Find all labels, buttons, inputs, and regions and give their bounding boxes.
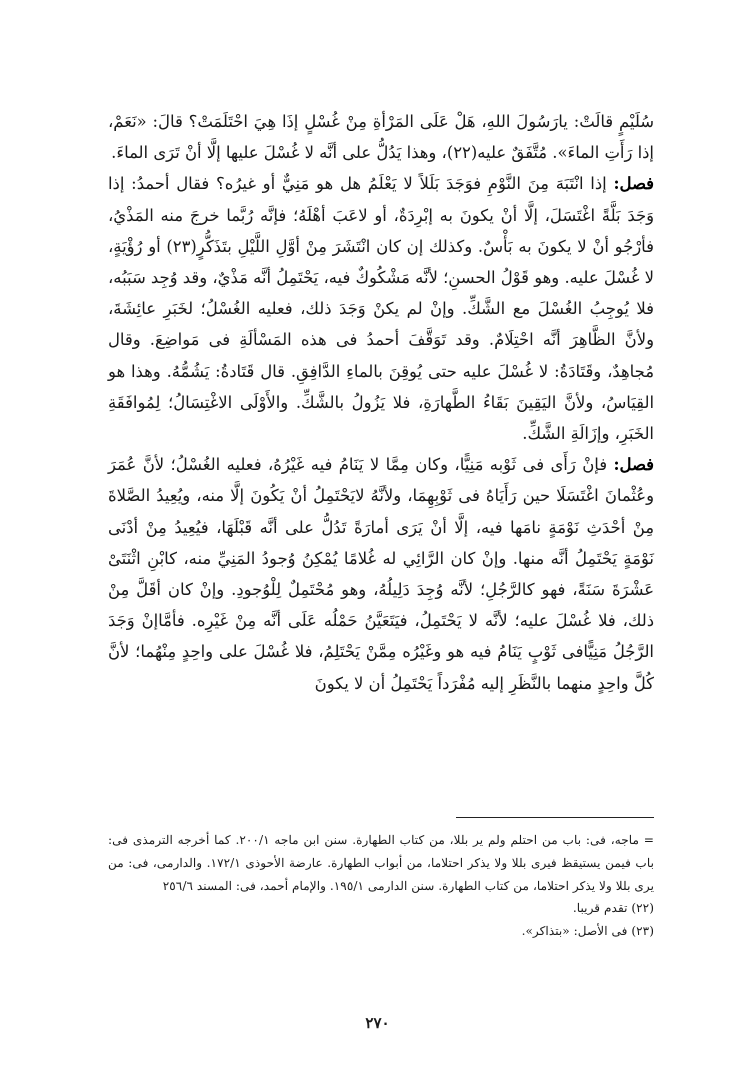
paragraph-text: سُلَيْمٍ قالَتْ: يارَسُولَ اللهِ، هَلْ عَلَى المَرْأةِ مِنْ غُسْلٍ إذَا هِيَ احْتَلَمَتْ؟ قالَ: «نَعَمْ، إذا رَأَتِ الماءَ». مُتَّفَقٌ عليه(٢٢)، وهذا يَدُلُّ على أنَّه لا غُسْلَ عليها إلَّا أنْ تَرَى الماءَ. — [108, 112, 654, 163]
paragraph-text: فإنْ رَأَى فى ثَوْبه مَنِيًّا، وكان مِمَّا لا يَنَامُ فيه غَيْرُهُ، فعليه الغُسْلُ؛ لأنَّ عُمَرَ وعُثْمانَ اغْتَسَلَا حين رَأَيَاهُ فى ثَوْبِهِمَا، ولأنَّهُ لايَحْتَمِلُ أنْ يَكُونَ إلَّا منه، ويُعِيدُ الصَّلاةَ مِنْ أحْدَثِ نَوْمَةٍ نامَها فيه، إلَّا أنْ يَرَى أمارَةً تَدُلُّ على أنَّه قَبْلَهَا، فيُعِيدُ مِنْ أدْنَى نَوْمَةٍ يَحْتَمِلُ أنَّه منها. وإنْ كان الرَّائِي له غُلامًا يُمْكِنُ وُجودُ المَنِيِّ منه، كابْنِ اثْنَتَىْ عَشْرَةَ سَنَةً، فهو كالرَّجُلِ؛ لأنَّه وُجِدَ دَلِيلُهُ، وهو مُحْتَمِلٌ لِلْوُجودِ. وإنْ كان أقَلَّ مِنْ ذلك، فلا غُسْلَ عليه؛ لأنَّه لا يَحْتَمِلُ، فيَتَعَيَّنُ حَمْلُه عَلَى أنَّه مِنْ غَيْرِه. فأمَّاإنْ وَجَدَ الرَّجُلُ مَنِيًّافى ثَوْبٍ يَنَامُ فيه هو وغَيْرُه مِمَّنْ يَحْتَلِمُ، فلا غُسْلَ على واحِدٍ مِنْهُما؛ لأنَّ كُلَّ واحِدٍ منهما بالنَّظَرِ إليه مُفْرَداً يَحْتَمِلُ أن لا يكونَ — [108, 455, 654, 693]
section-label: فصل: — [613, 174, 654, 194]
footnote-22: (٢٢) تقدم قريبا. — [572, 901, 654, 916]
page-number: ٢٧٠ — [365, 1014, 390, 1032]
main-text — [108, 106, 654, 699]
footnote-continuation: = ماجه، فى: باب من احتلم ولم ير بللا، من كتاب الطهارة. سنن ابن ماجه ٢٠٠/١. كما أخرجه الترمذى فى: باب فيمن يستيقظ فيرى بللا ولا يذكر احتلاما، من أبواب الطهارة. عارضة الأحوذى ١٧٢/١. والدارمى، فى: من يرى بللا ولا يذكر احتلاما، من كتاب الطهارة. سنن الدارمى ١٩٥/١. والإمام أحمد، فى: المسند ٢٥٦/٦ — [108, 833, 655, 893]
section-label: فصل: — [613, 455, 654, 475]
paragraph-1 — [108, 106, 654, 168]
paragraph-text: إذا انْتَبَهَ مِنَ النَّوْمِ فوَجَدَ بَلَلاً لا يَعْلَمُ هل هو مَنِيٌّ أو غيرُه؟ فقال أحمدُ: إذا وَجَدَ بَلَّةً اغْتَسَلَ، إلَّا أنْ يكونَ به إبْرِدَةٌ، أو لاعَبَ أهْلَهُ؛ فإنَّه رُبَّما خرجَ منه المَذْيُ، فأرْجُو أنْ لا يكونَ به بَأْسٌ. وكذلك إن كان انْتَشَرَ مِنْ أوَّلِ اللَّيْلِ بتَذَكُّرٍ(٢٣) أو رُؤْيَةٍ، لا غُسْلَ عليه. وهو قَوْلُ الحسنِ؛ لأنَّه مَشْكُوكٌ فيه، يَحْتَمِلُ أنَّه مَذْيٌ، وقد وُجِد سَبَبُه، فلا يُوجِبُ الغُسْلَ مع الشَّكِّ. وإنْ لم يكنْ وَجَدَ ذلك، فعليه الغُسْلُ؛ لخَبَرِ عائِشَةَ، ولأنَّ الظَّاهِرَ أنَّه احْتِلَامٌ. وقد تَوَقَّفَ أحمدُ فى هذه المَسْألَةِ فى مَواضِعَ. وقال مُجاهِدٌ، وقَتَادَةُ: لا غُسْلَ عليه حتى يُوقِنَ بالماءِ الدَّافِقِ. قال قَتَادةُ: يَشُمُّهُ. وهذا هو القِيَاسُ، ولأنَّ اليَقِينَ بَقَاءُ الطَّهارَةِ، فلا يَزُولُ بالشَّكِّ. والأَوْلَى الاغْتِسَالُ؛ لِمُوافَقَةِ الخَبَرِ، وإزَالَةِ الشَّكِّ. — [108, 174, 655, 444]
paragraph-3 — [108, 449, 654, 699]
paragraph-2 — [108, 168, 654, 449]
footnote-23: (٢٣) فى الأصل: «بتذاكر». — [521, 924, 654, 939]
footnotes — [108, 829, 654, 943]
footnote-divider — [456, 817, 654, 818]
